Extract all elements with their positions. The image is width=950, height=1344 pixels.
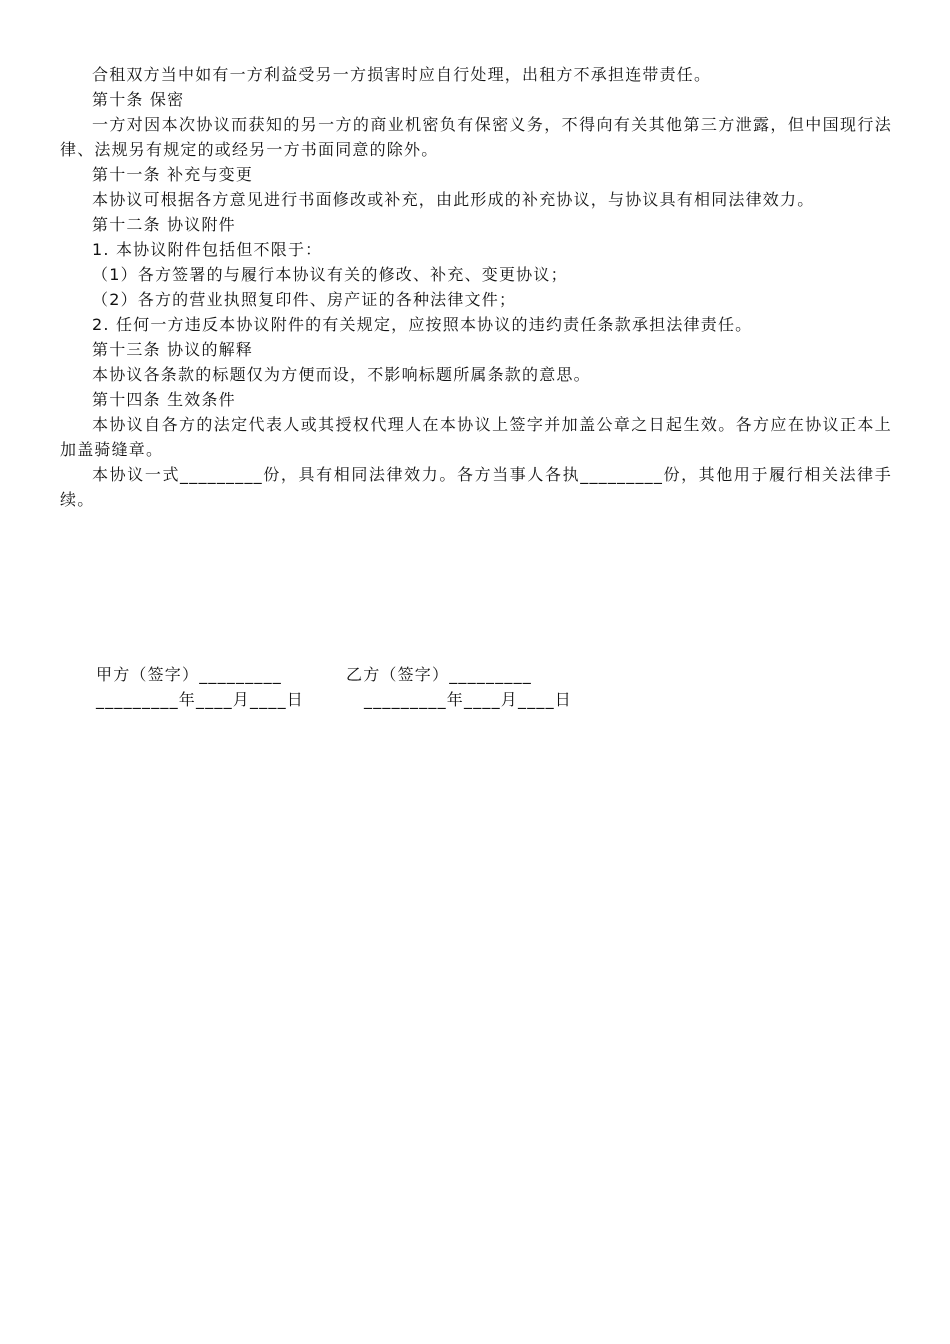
- paragraph-interpretation: 本协议各条款的标题仅为方便而设，不影响标题所属条款的意思。: [92, 365, 591, 384]
- party-b-date-field: _________年____月____日: [364, 690, 573, 709]
- paragraph-effectiveness: 本协议自各方的法定代表人或其授权代理人在本协议上签字并加盖公章之日起生效。各方应在协议正本上加盖骑缝章。: [60, 415, 892, 459]
- heading-article-10: 第十条 保密: [92, 90, 185, 109]
- signature-row: [96, 662, 796, 687]
- paragraph-attachment-item-1: （1）各方签署的与履行本协议有关的修改、补充、变更协议；: [92, 265, 568, 284]
- paragraph-copies: 本协议一式_________份，具有相同法律效力。各方当事人各执_________份，其他用于履行相关法律手续。: [60, 465, 892, 509]
- paragraph-amendment: 本协议可根据各方意见进行书面修改或补充，由此形成的补充协议，与协议具有相同法律效力。: [92, 190, 815, 209]
- heading-article-11: 第十一条 补充与变更: [92, 165, 254, 184]
- signature-block: [96, 662, 796, 712]
- paragraph-attachments-breach: 2. 任何一方违反本协议附件的有关规定，应按照本协议的违约责任条款承担法律责任。: [92, 315, 753, 334]
- date-row: [96, 687, 796, 712]
- document-body: [60, 62, 892, 512]
- party-b-signature-field: 乙方（签字）_________: [346, 665, 533, 684]
- party-a-signature-field: 甲方（签字）_________: [96, 665, 283, 684]
- heading-article-14: 第十四条 生效条件: [92, 390, 236, 409]
- heading-article-13: 第十三条 协议的解释: [92, 340, 254, 359]
- paragraph-liability: 合租双方当中如有一方利益受另一方损害时应自行处理，出租方不承担连带责任。: [92, 65, 712, 84]
- party-a-date-field: _________年____月____日: [96, 690, 305, 709]
- paragraph-attachment-item-2: （2）各方的营业执照复印件、房产证的各种法律文件；: [92, 290, 517, 309]
- heading-article-12: 第十二条 协议附件: [92, 215, 236, 234]
- paragraph-attachments-intro: 1. 本协议附件包括但不限于：: [92, 240, 323, 259]
- paragraph-confidentiality: 一方对因本次协议而获知的另一方的商业机密负有保密义务，不得向有关其他第三方泄露，但中国现行法律、法规另有规定的或经另一方书面同意的除外。: [60, 115, 892, 159]
